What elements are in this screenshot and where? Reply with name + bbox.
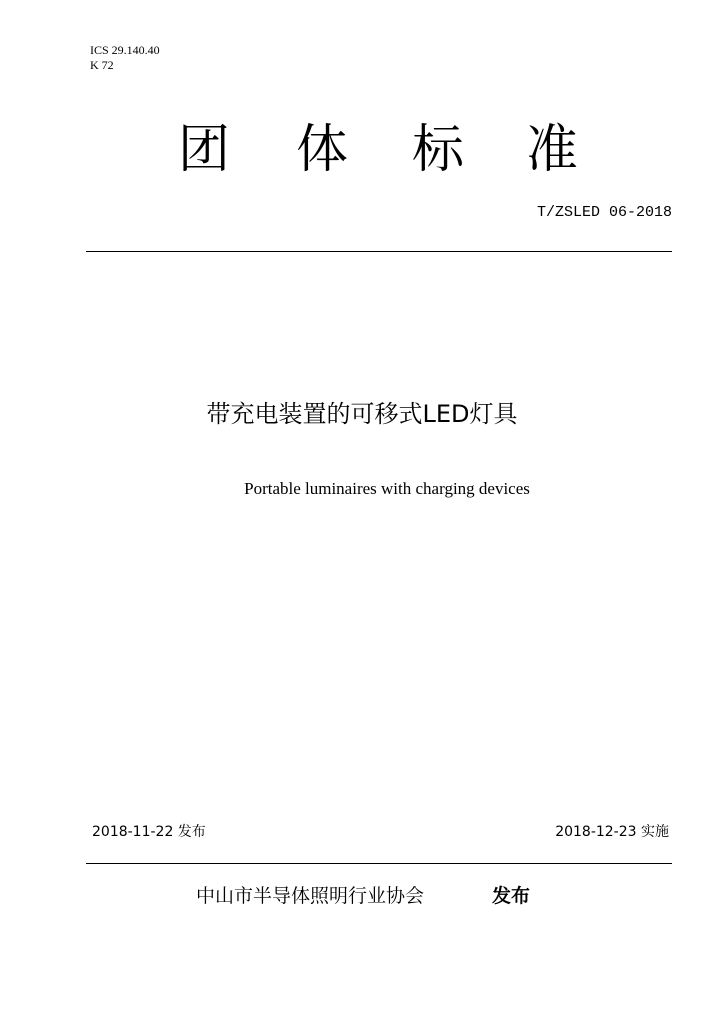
publish-date: 2018-11-22 发布 — [92, 824, 206, 840]
title-char-1: 团 — [178, 120, 231, 180]
top-divider — [86, 251, 672, 252]
title-char-2: 体 — [296, 120, 349, 180]
document-title-zh: 带充电装置的可移式LED灯具 — [206, 400, 518, 428]
publisher-name: 中山市半导体照明行业协会 — [196, 885, 425, 907]
standard-type-title — [150, 118, 610, 182]
publish-label: 发布 — [492, 885, 531, 907]
title-char-3: 标 — [412, 120, 465, 180]
document-title-en: Portable luminaires with charging devices — [244, 479, 530, 498]
ccs-code: K 72 — [90, 58, 114, 72]
implement-date: 2018-12-23 实施 — [555, 824, 669, 840]
title-char-4: 准 — [526, 120, 579, 180]
bottom-divider — [86, 863, 672, 864]
ics-code: ICS 29.140.40 — [90, 43, 160, 57]
standard-code: T/ZSLED 06-2018 — [536, 204, 672, 221]
classification-codes — [90, 43, 160, 73]
